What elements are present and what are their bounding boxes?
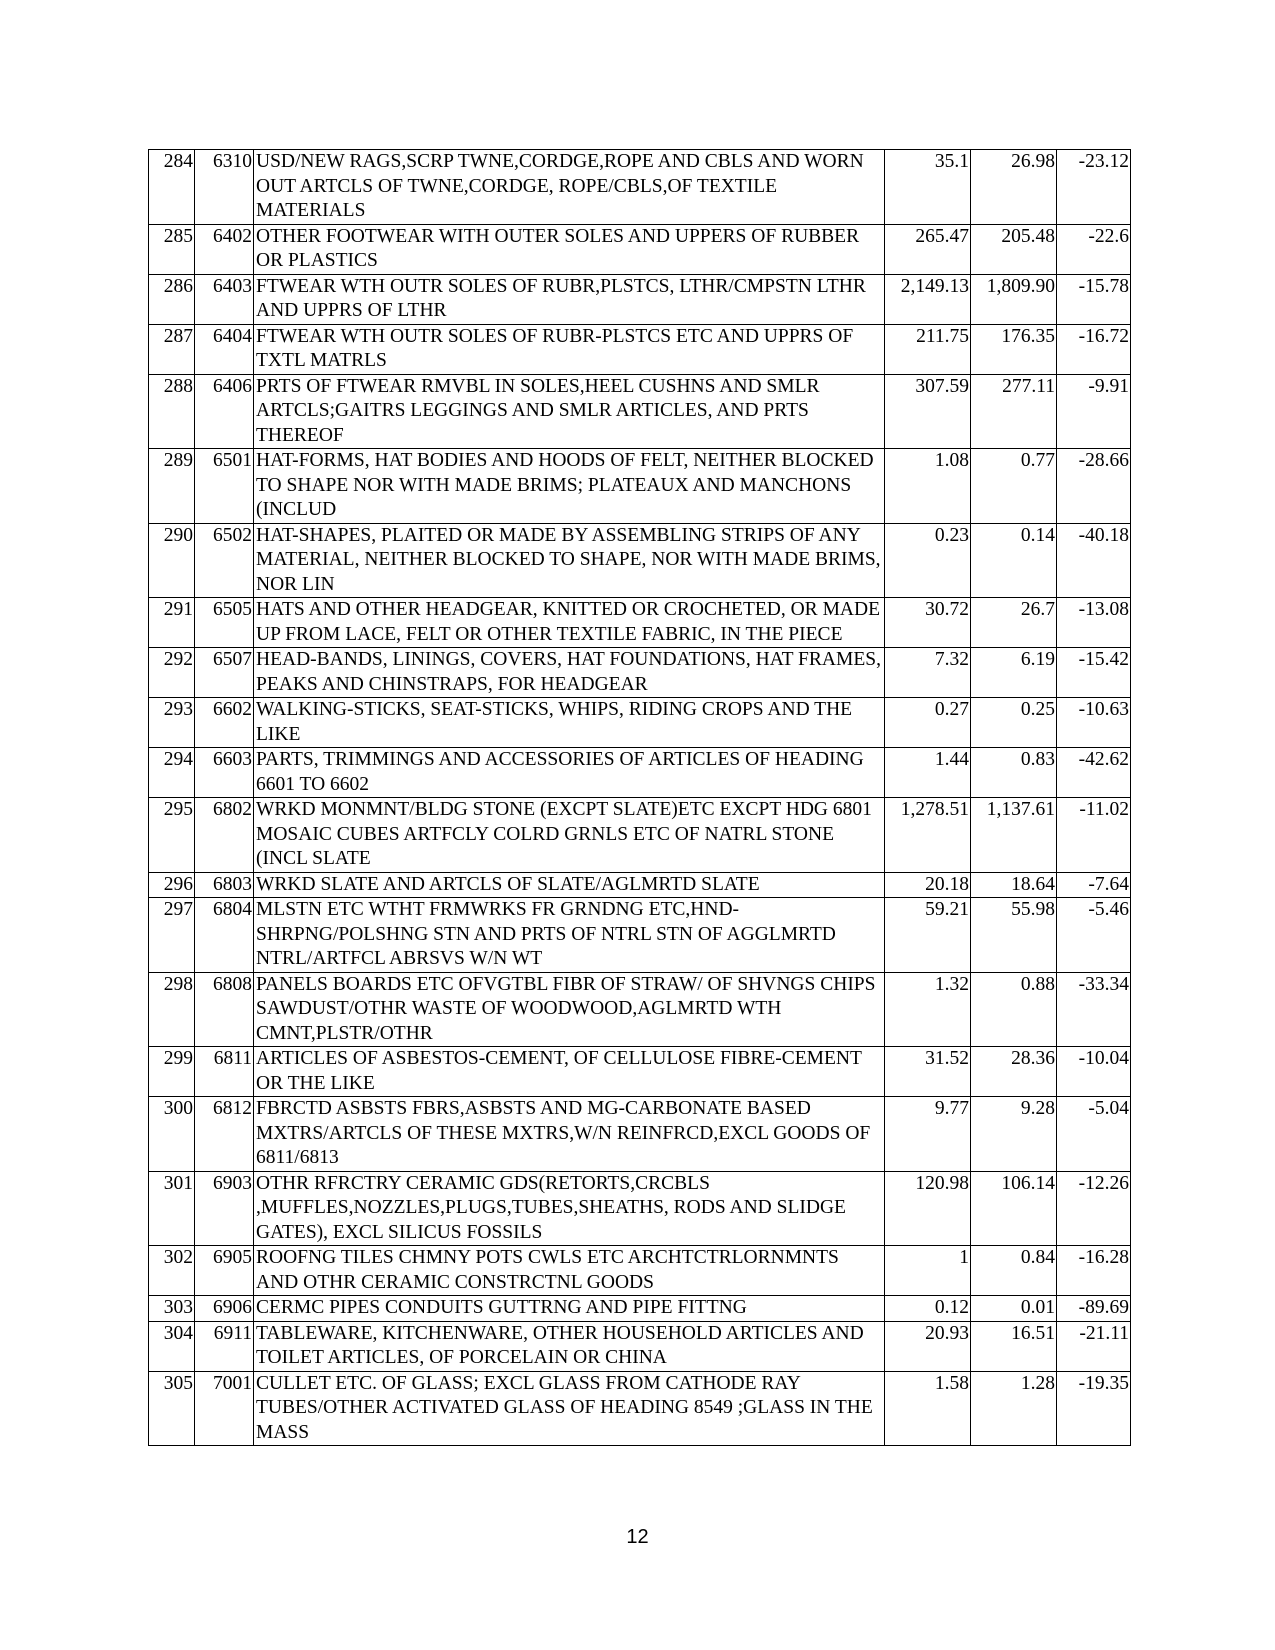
table-row — [149, 150, 1131, 225]
serial-number-cell: 304 — [149, 1321, 195, 1371]
description-cell: CULLET ETC. OF GLASS; EXCL GLASS FROM CATHODE RAY TUBES/OTHER ACTIVATED GLASS OF HEADING 8549 ;GLASS IN THE MASS — [254, 1371, 885, 1446]
hs-code-cell: 7001 — [195, 1371, 254, 1446]
serial-number-cell: 284 — [149, 150, 195, 225]
hs-code-cell: 6808 — [195, 972, 254, 1047]
serial-number-cell: 292 — [149, 648, 195, 698]
table-row — [149, 898, 1131, 973]
value-1-cell: 1.58 — [885, 1371, 971, 1446]
value-1-cell: 2,149.13 — [885, 274, 971, 324]
change-percent-cell: -12.26 — [1057, 1171, 1131, 1246]
description-cell: WRKD MONMNT/BLDG STONE (EXCPT SLATE)ETC EXCPT HDG 6801 MOSAIC CUBES ARTFCLY COLRD GRNLS ETC OF NATRL STONE (INCL SLATE — [254, 798, 885, 873]
value-2-cell: 106.14 — [971, 1171, 1057, 1246]
change-percent-cell: -16.72 — [1057, 324, 1131, 374]
value-2-cell: 28.36 — [971, 1047, 1057, 1097]
table-row — [149, 1047, 1131, 1097]
value-1-cell: 30.72 — [885, 598, 971, 648]
value-2-cell: 0.25 — [971, 698, 1057, 748]
description-cell: ARTICLES OF ASBESTOS-CEMENT, OF CELLULOSE FIBRE-CEMENT OR THE LIKE — [254, 1047, 885, 1097]
serial-number-cell: 303 — [149, 1296, 195, 1322]
value-1-cell: 9.77 — [885, 1097, 971, 1172]
change-percent-cell: -5.04 — [1057, 1097, 1131, 1172]
page-number: 12 — [626, 1526, 649, 1548]
change-percent-cell: -23.12 — [1057, 150, 1131, 225]
table-row — [149, 748, 1131, 798]
table-row — [149, 972, 1131, 1047]
change-percent-cell: -11.02 — [1057, 798, 1131, 873]
value-1-cell: 7.32 — [885, 648, 971, 698]
change-percent-cell: -28.66 — [1057, 449, 1131, 524]
change-percent-cell: -21.11 — [1057, 1321, 1131, 1371]
hs-code-cell: 6812 — [195, 1097, 254, 1172]
value-2-cell: 0.77 — [971, 449, 1057, 524]
value-1-cell: 1,278.51 — [885, 798, 971, 873]
value-2-cell: 0.88 — [971, 972, 1057, 1047]
value-2-cell: 6.19 — [971, 648, 1057, 698]
value-2-cell: 9.28 — [971, 1097, 1057, 1172]
value-2-cell: 26.7 — [971, 598, 1057, 648]
change-percent-cell: -33.34 — [1057, 972, 1131, 1047]
value-2-cell: 0.01 — [971, 1296, 1057, 1322]
value-2-cell: 277.11 — [971, 374, 1057, 449]
change-percent-cell: -89.69 — [1057, 1296, 1131, 1322]
description-cell: ROOFNG TILES CHMNY POTS CWLS ETC ARCHTCTRLORNMNTS AND OTHR CERAMIC CONSTRCTNL GOODS — [254, 1246, 885, 1296]
value-1-cell: 0.23 — [885, 523, 971, 598]
value-2-cell: 176.35 — [971, 324, 1057, 374]
hs-code-cell: 6403 — [195, 274, 254, 324]
value-2-cell: 0.84 — [971, 1246, 1057, 1296]
hs-code-cell: 6802 — [195, 798, 254, 873]
description-cell: TABLEWARE, KITCHENWARE, OTHER HOUSEHOLD ARTICLES AND TOILET ARTICLES, OF PORCELAIN OR CHINA — [254, 1321, 885, 1371]
hs-code-cell: 6406 — [195, 374, 254, 449]
value-2-cell: 1.28 — [971, 1371, 1057, 1446]
value-1-cell: 0.12 — [885, 1296, 971, 1322]
serial-number-cell: 294 — [149, 748, 195, 798]
change-percent-cell: -7.64 — [1057, 872, 1131, 898]
description-cell: OTHER FOOTWEAR WITH OUTER SOLES AND UPPERS OF RUBBER OR PLASTICS — [254, 224, 885, 274]
change-percent-cell: -40.18 — [1057, 523, 1131, 598]
description-cell: HAT-SHAPES, PLAITED OR MADE BY ASSEMBLING STRIPS OF ANY MATERIAL, NEITHER BLOCKED TO SHAPE, NOR WITH MADE BRIMS, NOR LIN — [254, 523, 885, 598]
table-row — [149, 798, 1131, 873]
change-percent-cell: -9.91 — [1057, 374, 1131, 449]
hs-code-cell: 6803 — [195, 872, 254, 898]
value-1-cell: 35.1 — [885, 150, 971, 225]
value-1-cell: 20.18 — [885, 872, 971, 898]
hs-code-cell: 6507 — [195, 648, 254, 698]
change-percent-cell: -42.62 — [1057, 748, 1131, 798]
value-1-cell: 265.47 — [885, 224, 971, 274]
table-row — [149, 374, 1131, 449]
change-percent-cell: -16.28 — [1057, 1246, 1131, 1296]
value-1-cell: 1.32 — [885, 972, 971, 1047]
value-1-cell: 20.93 — [885, 1321, 971, 1371]
table-row — [149, 523, 1131, 598]
serial-number-cell: 297 — [149, 898, 195, 973]
hs-code-cell: 6602 — [195, 698, 254, 748]
change-percent-cell: -19.35 — [1057, 1371, 1131, 1446]
hs-code-cell: 6603 — [195, 748, 254, 798]
table-row — [149, 274, 1131, 324]
value-2-cell: 1,809.90 — [971, 274, 1057, 324]
hs-code-cell: 6310 — [195, 150, 254, 225]
table-row — [149, 449, 1131, 524]
hs-code-cell: 6811 — [195, 1047, 254, 1097]
table-row — [149, 872, 1131, 898]
value-2-cell: 205.48 — [971, 224, 1057, 274]
hs-code-cell: 6404 — [195, 324, 254, 374]
hs-code-cell: 6502 — [195, 523, 254, 598]
value-2-cell: 0.83 — [971, 748, 1057, 798]
hs-code-cell: 6402 — [195, 224, 254, 274]
description-cell: WALKING-STICKS, SEAT-STICKS, WHIPS, RIDING CROPS AND THE LIKE — [254, 698, 885, 748]
description-cell: PARTS, TRIMMINGS AND ACCESSORIES OF ARTICLES OF HEADING 6601 TO 6602 — [254, 748, 885, 798]
change-percent-cell: -10.04 — [1057, 1047, 1131, 1097]
value-1-cell: 120.98 — [885, 1171, 971, 1246]
table-row — [149, 598, 1131, 648]
table-row — [149, 698, 1131, 748]
serial-number-cell: 293 — [149, 698, 195, 748]
description-cell: WRKD SLATE AND ARTCLS OF SLATE/AGLMRTD SLATE — [254, 872, 885, 898]
serial-number-cell: 296 — [149, 872, 195, 898]
hs-code-cell: 6906 — [195, 1296, 254, 1322]
table-row — [149, 1371, 1131, 1446]
description-cell: HEAD-BANDS, LININGS, COVERS, HAT FOUNDATIONS, HAT FRAMES, PEAKS AND CHINSTRAPS, FOR HEADGEAR — [254, 648, 885, 698]
table-row — [149, 1321, 1131, 1371]
description-cell: PRTS OF FTWEAR RMVBL IN SOLES,HEEL CUSHNS AND SMLR ARTCLS;GAITRS LEGGINGS AND SMLR ARTICLES, AND PRTS THEREOF — [254, 374, 885, 449]
description-cell: CERMC PIPES CONDUITS GUTTRNG AND PIPE FITTNG — [254, 1296, 885, 1322]
hs-code-cell: 6501 — [195, 449, 254, 524]
change-percent-cell: -5.46 — [1057, 898, 1131, 973]
description-cell: FTWEAR WTH OUTR SOLES OF RUBR,PLSTCS, LTHR/CMPSTN LTHR AND UPPRS OF LTHR — [254, 274, 885, 324]
value-2-cell: 1,137.61 — [971, 798, 1057, 873]
value-1-cell: 1 — [885, 1246, 971, 1296]
serial-number-cell: 285 — [149, 224, 195, 274]
table-row — [149, 1171, 1131, 1246]
serial-number-cell: 302 — [149, 1246, 195, 1296]
serial-number-cell: 286 — [149, 274, 195, 324]
value-2-cell: 18.64 — [971, 872, 1057, 898]
value-1-cell: 211.75 — [885, 324, 971, 374]
table-row — [149, 1097, 1131, 1172]
table-body — [149, 150, 1131, 1446]
change-percent-cell: -13.08 — [1057, 598, 1131, 648]
value-2-cell: 0.14 — [971, 523, 1057, 598]
serial-number-cell: 290 — [149, 523, 195, 598]
serial-number-cell: 291 — [149, 598, 195, 648]
description-cell: MLSTN ETC WTHT FRMWRKS FR GRNDNG ETC,HND-SHRPNG/POLSHNG STN AND PRTS OF NTRL STN OF AGGLMRTD NTRL/ARTFCL ABRSVS W/N WT — [254, 898, 885, 973]
table-row — [149, 1296, 1131, 1322]
serial-number-cell: 300 — [149, 1097, 195, 1172]
serial-number-cell: 287 — [149, 324, 195, 374]
table-row — [149, 648, 1131, 698]
change-percent-cell: -15.42 — [1057, 648, 1131, 698]
change-percent-cell: -10.63 — [1057, 698, 1131, 748]
value-1-cell: 1.44 — [885, 748, 971, 798]
value-1-cell: 1.08 — [885, 449, 971, 524]
serial-number-cell: 289 — [149, 449, 195, 524]
table-row — [149, 324, 1131, 374]
hs-code-cell: 6911 — [195, 1321, 254, 1371]
serial-number-cell: 295 — [149, 798, 195, 873]
hs-code-cell: 6804 — [195, 898, 254, 973]
description-cell: FBRCTD ASBSTS FBRS,ASBSTS AND MG-CARBONATE BASED MXTRS/ARTCLS OF THESE MXTRS,W/N REINFRCD,EXCL GOODS OF 6811/6813 — [254, 1097, 885, 1172]
hs-code-cell: 6903 — [195, 1171, 254, 1246]
value-1-cell: 31.52 — [885, 1047, 971, 1097]
value-1-cell: 59.21 — [885, 898, 971, 973]
serial-number-cell: 298 — [149, 972, 195, 1047]
change-percent-cell: -15.78 — [1057, 274, 1131, 324]
hs-code-cell: 6905 — [195, 1246, 254, 1296]
value-1-cell: 0.27 — [885, 698, 971, 748]
value-1-cell: 307.59 — [885, 374, 971, 449]
description-cell: FTWEAR WTH OUTR SOLES OF RUBR-PLSTCS ETC AND UPPRS OF TXTL MATRLS — [254, 324, 885, 374]
table-row — [149, 224, 1131, 274]
description-cell: OTHR RFRCTRY CERAMIC GDS(RETORTS,CRCBLS ,MUFFLES,NOZZLES,PLUGS,TUBES,SHEATHS, RODS AND SLIDGE GATES), EXCL SILICUS FOSSILS — [254, 1171, 885, 1246]
value-2-cell: 55.98 — [971, 898, 1057, 973]
serial-number-cell: 288 — [149, 374, 195, 449]
value-2-cell: 26.98 — [971, 150, 1057, 225]
description-cell: HAT-FORMS, HAT BODIES AND HOODS OF FELT, NEITHER BLOCKED TO SHAPE NOR WITH MADE BRIMS; PLATEAUX AND MANCHONS (INCLUD — [254, 449, 885, 524]
change-percent-cell: -22.6 — [1057, 224, 1131, 274]
table-row — [149, 1246, 1131, 1296]
description-cell: USD/NEW RAGS,SCRP TWNE,CORDGE,ROPE AND CBLS AND WORN OUT ARTCLS OF TWNE,CORDGE, ROPE/CBLS,OF TEXTILE MATERIALS — [254, 150, 885, 225]
serial-number-cell: 299 — [149, 1047, 195, 1097]
description-cell: HATS AND OTHER HEADGEAR, KNITTED OR CROCHETED, OR MADE UP FROM LACE, FELT OR OTHER TEXTILE FABRIC, IN THE PIECE — [254, 598, 885, 648]
serial-number-cell: 305 — [149, 1371, 195, 1446]
commodity-table — [148, 149, 1131, 1446]
value-2-cell: 16.51 — [971, 1321, 1057, 1371]
description-cell: PANELS BOARDS ETC OFVGTBL FIBR OF STRAW/ OF SHVNGS CHIPS SAWDUST/OTHR WASTE OF WOODWOOD,AGLMRTD WTH CMNT,PLSTR/OTHR — [254, 972, 885, 1047]
hs-code-cell: 6505 — [195, 598, 254, 648]
serial-number-cell: 301 — [149, 1171, 195, 1246]
